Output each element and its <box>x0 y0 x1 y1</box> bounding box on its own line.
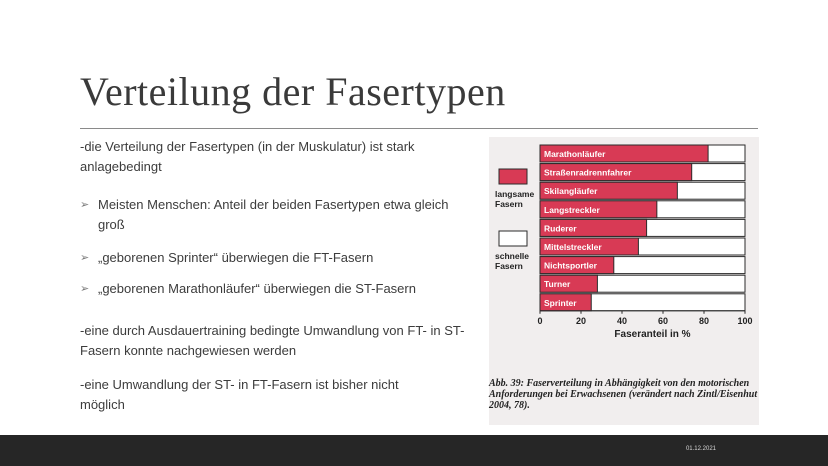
legend-label: schnelle <box>495 251 530 261</box>
legend-swatch <box>499 231 527 246</box>
bullet-text: Meisten Menschen: Anteil der beiden Fasertypen etwa gleich groß <box>98 197 449 232</box>
arrow-bullet-icon: ➢ <box>80 252 90 264</box>
bar-category-label: Turner <box>544 279 571 290</box>
x-tick-label: 60 <box>657 315 669 326</box>
footer-bar <box>0 435 828 466</box>
x-tick-label: 40 <box>616 315 628 326</box>
x-tick-label: 80 <box>698 315 710 326</box>
bar-category-label: Mittelstreckler <box>544 242 602 252</box>
paragraph-anlage: -die Verteilung der Fasertypen (in der Muskulatur) ist stark anlagebedingt <box>80 139 415 174</box>
x-tick-label: 100 <box>737 315 753 326</box>
bar-category-label: Ruderer <box>544 223 577 234</box>
legend-label: Fasern <box>495 199 523 209</box>
legend-label: langsame <box>495 189 535 199</box>
bar-category-label: Skilangläufer <box>544 186 598 197</box>
bullet-text: „geborenen Sprinter“ überwiegen die FT-Fasern <box>98 250 374 265</box>
x-axis-label: Faseranteil in % <box>614 328 691 340</box>
arrow-bullet-icon: ➢ <box>80 199 90 211</box>
legend-swatch <box>499 169 527 184</box>
slide-title: Verteilung der Fasertypen <box>80 69 506 114</box>
chart-figure <box>489 137 759 425</box>
fiber-distribution-chart <box>489 137 759 377</box>
bullet-text: „geborenen Marathonläufer“ überwiegen die ST-Fasern <box>98 281 416 296</box>
bar-category-label: Sprinter <box>544 297 577 308</box>
bar-category-label: Nichtsportler <box>544 260 597 271</box>
arrow-bullet-icon: ➢ <box>80 283 90 295</box>
bar-category-label: Marathonläufer <box>544 149 606 159</box>
legend-label: Fasern <box>495 261 523 271</box>
x-tick-label: 20 <box>575 315 587 326</box>
chart-caption: Abb. 39: Faserverteilung in Abhängigkeit von den motorischen Anforderungen bei Erwachsenen (verändert nach Zintl/Eisenhut 2004, 78). <box>489 378 758 411</box>
footer-date: 01.12.2021 <box>685 446 716 452</box>
bar-category-label: Langstreckler <box>544 204 600 215</box>
title-divider <box>80 128 758 129</box>
paragraph-umwandlung-st-ft: -eine Umwandlung der ST- in FT-Fasern ist bisher nicht möglich <box>80 377 399 412</box>
x-tick-label: 0 <box>537 315 543 326</box>
bar-category-label: Straßenradrennfahrer <box>544 167 632 178</box>
paragraph-umwandlung-ft-st: -eine durch Ausdauertraining bedingte Umwandlung von FT- in ST-Fasern konnte nachgewiesen werden <box>80 323 465 358</box>
